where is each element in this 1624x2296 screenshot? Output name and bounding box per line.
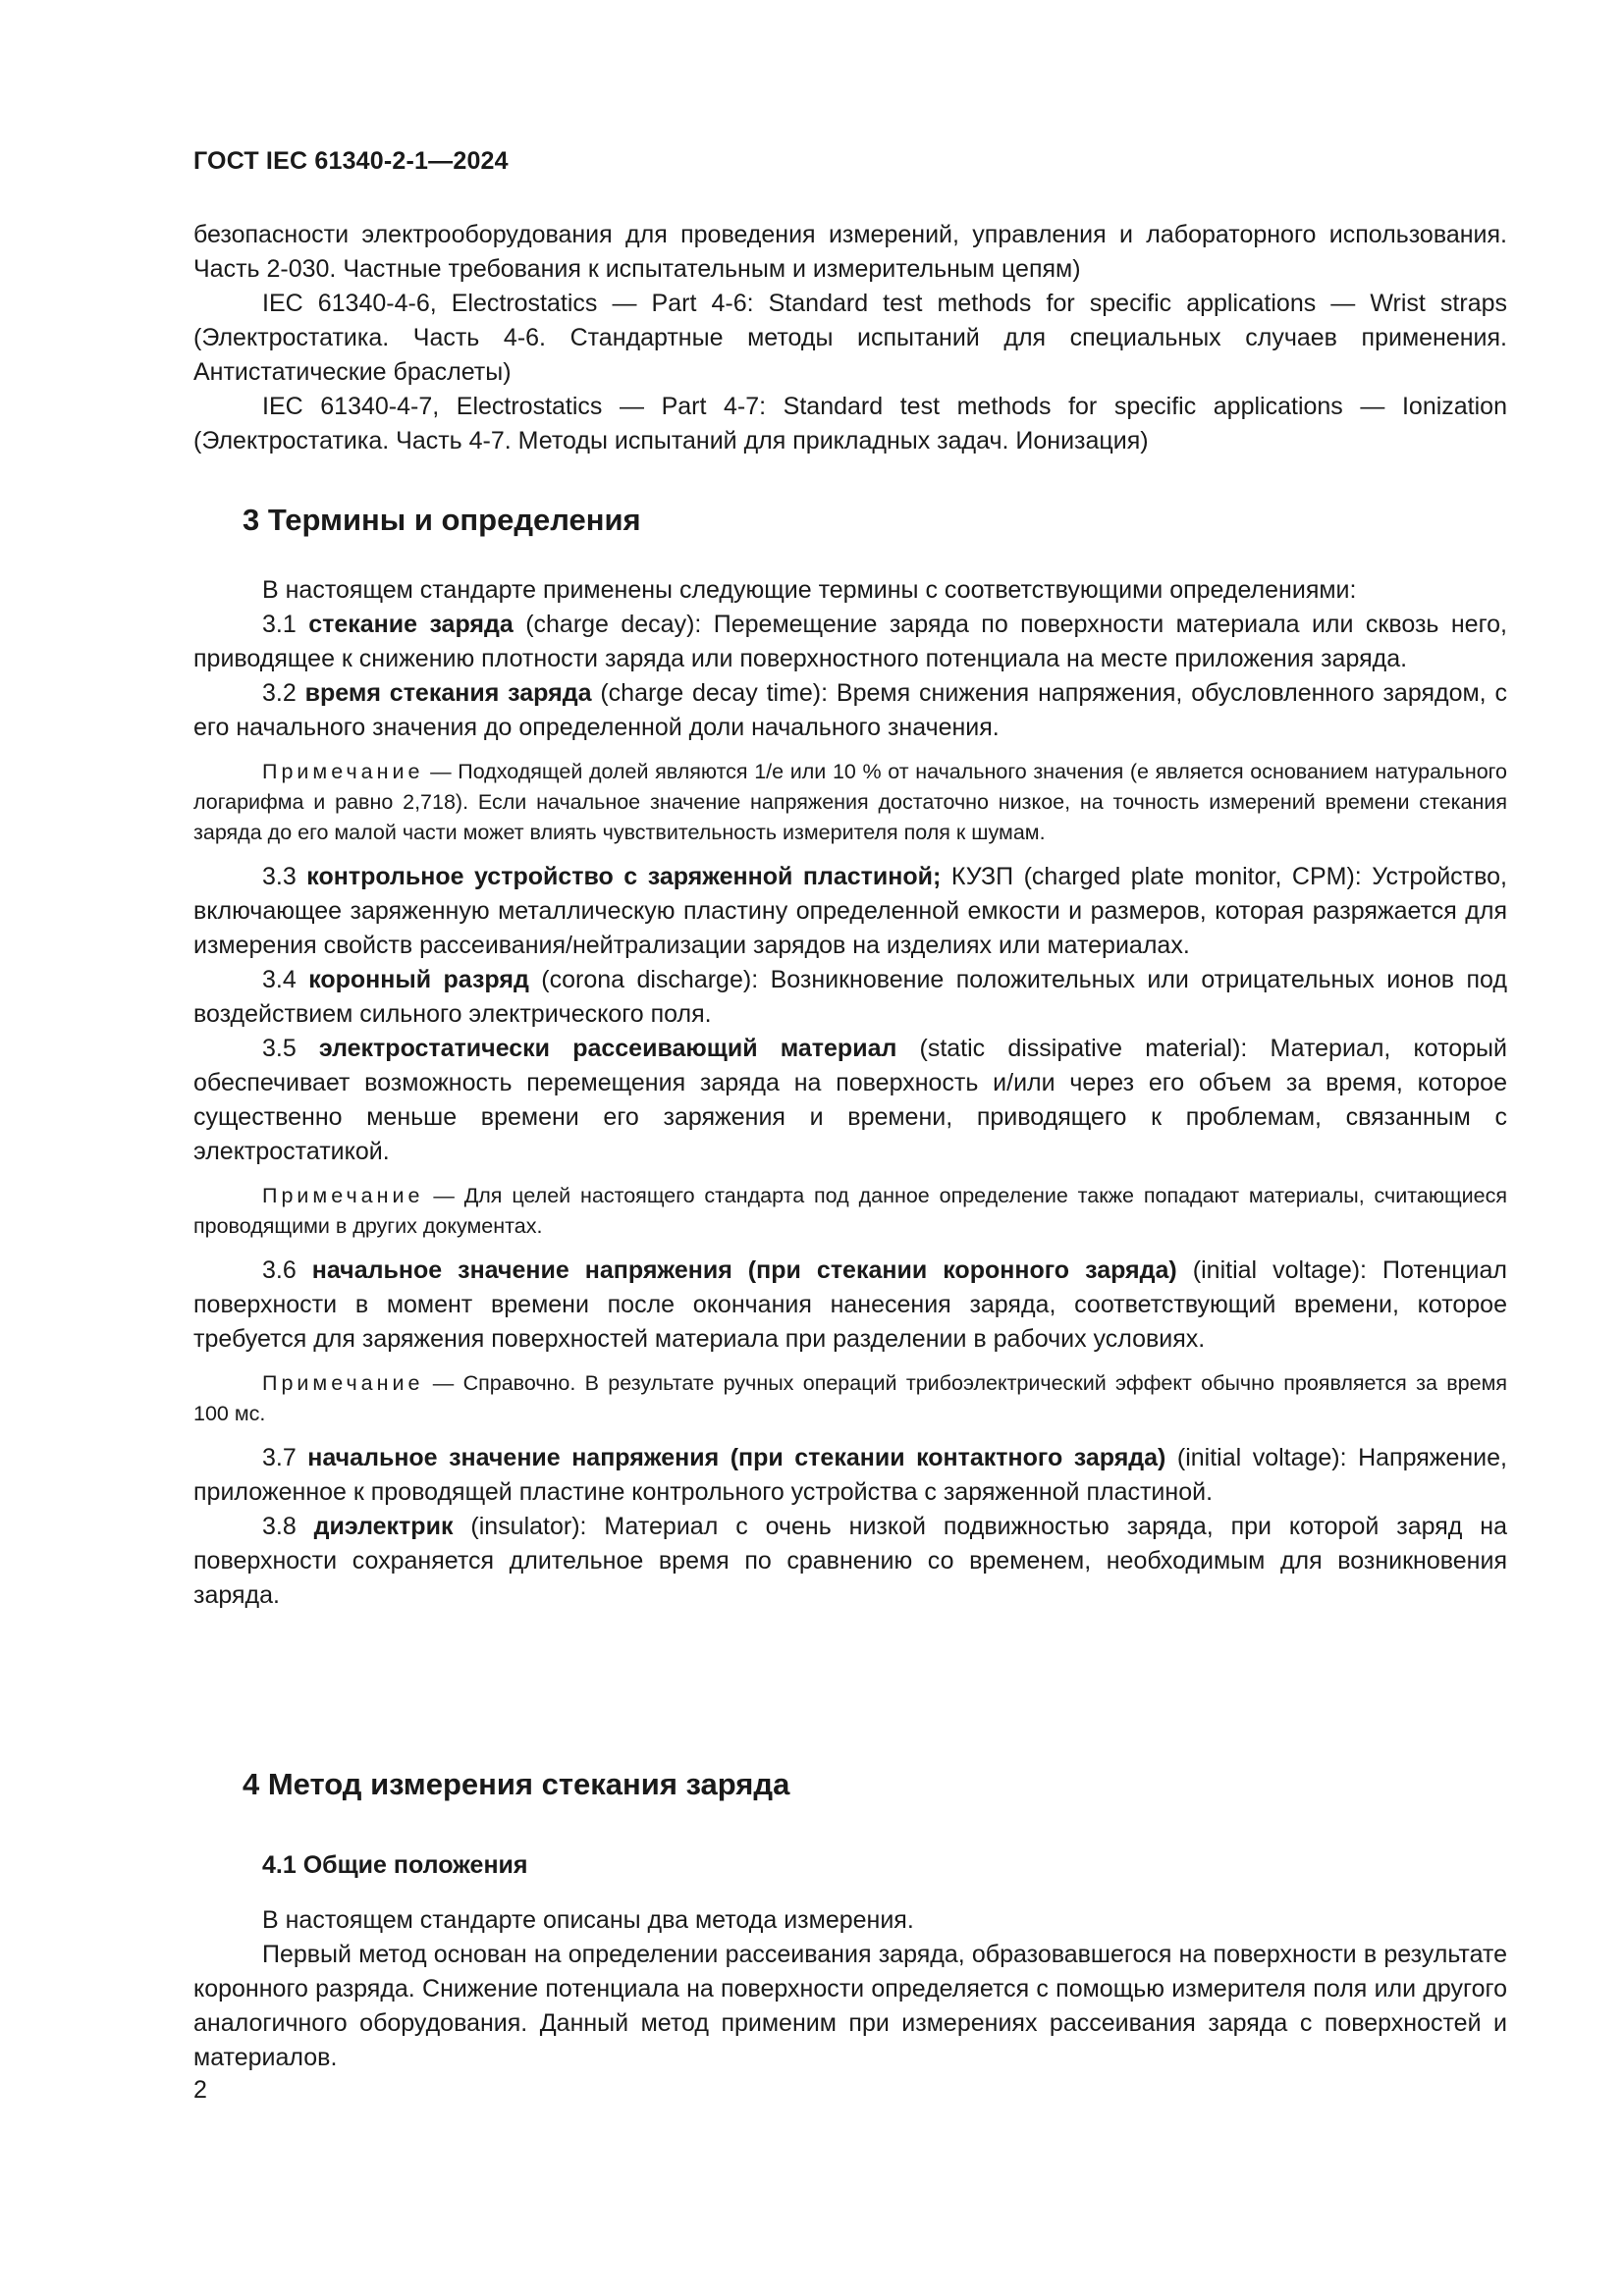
- note-text: — Подходящей долей являются 1/e или 10 % от начального значения (e является основанием натурального логарифма и равно 2,718). Если начальное значение напряжения достаточно низкое, на точность измерений времени стекания заряда до его малой части может влиять чувствительность измерителя поля к шумам.: [193, 760, 1507, 844]
- term-number: 3.6: [262, 1256, 312, 1284]
- term-definition: (charge decay): Перемещение заряда по поверхности материала или сквозь него, приводящее к снижению плотности заряда или поверхностного потенциала на месте приложения заряда.: [193, 611, 1508, 672]
- term-number: 3.7: [262, 1444, 308, 1471]
- term-3-6: [193, 1254, 1507, 1357]
- term-number: 3.4: [262, 966, 309, 993]
- reference-iec-61340-4-6: IEC 61340-4-6, Electrostatics — Part 4-6: Standard test methods for specific applications — Wrist straps (Электростатика. Часть 4-6. Стандартные методы испытаний для специальных случаев применения. Антистатические браслеты): [193, 290, 1507, 386]
- term-number: 3.3: [262, 863, 307, 890]
- section-4-heading: 4 Метод измерения стекания заряда: [243, 1767, 790, 1801]
- term-3-8: [193, 1510, 1507, 1613]
- note-text: — Справочно. В результате ручных операций трибоэлектрический эффект обычно проявляется за время 100 мс.: [193, 1371, 1507, 1425]
- term-name: коронный разряд: [308, 966, 529, 993]
- term-number: 3.1: [262, 611, 309, 638]
- section-3-intro: В настоящем стандарте применены следующие термины с соответствующими определениями:: [262, 576, 1357, 604]
- term-name: контрольное устройство с заряженной пластиной;: [306, 863, 942, 890]
- term-name: электростатически рассеивающий материал: [318, 1035, 897, 1062]
- term-definition: КУЗП (charged plate monitor, CPM): Устройство, включающее заряженную металлическую пластину определенной емкости и размеров, которая разряжается для измерения свойств рассеивания/нейтрализации зарядов на изделиях или материалах.: [193, 863, 1507, 959]
- term-name: стекание заряда: [308, 611, 514, 638]
- section-4-paragraph-2: Первый метод основан на определении рассеивания заряда, образовавшегося на поверхности в результате коронного разряда. Снижение потенциала на поверхности определяется с помощью измерителя поля или другого аналогичного оборудования. Данный метод применим при измерениях рассеивания заряда с поверхностей и материалов.: [193, 1941, 1507, 2071]
- term-3-1: [193, 608, 1507, 676]
- page-number: 2: [193, 2076, 207, 2104]
- subsection-4-1-heading: 4.1 Общие положения: [262, 1851, 528, 1879]
- term-name: время стекания заряда: [304, 679, 592, 707]
- reference-iec-61340-4-7: IEC 61340-4-7, Electrostatics — Part 4-7: Standard test methods for specific applications — Ionization (Электростатика. Часть 4-7. Методы испытаний для прикладных задач. Ионизация): [193, 393, 1507, 454]
- section-4-paragraph-1: В настоящем стандарте описаны два метода измерения.: [262, 1906, 914, 1934]
- term-3-3: [193, 860, 1507, 963]
- term-name: начальное значение напряжения (при стекании контактного заряда): [307, 1444, 1166, 1471]
- term-3-5: [193, 1032, 1507, 1169]
- term-number: 3.2: [262, 679, 305, 707]
- term-definition: (initial voltage): Потенциал поверхности в момент времени после окончания нанесения заряда, соответствующий времени, которое требуется для заряжения поверхностей материала при разделении в рабочих условиях.: [193, 1256, 1508, 1353]
- term-3-2: [193, 676, 1507, 745]
- references-block: [193, 218, 1507, 458]
- term-definition: (charge decay time): Время снижения напряжения, обусловленного зарядом, с его начального значения до определенной доли начального значения.: [193, 679, 1507, 741]
- note-label: Примечание: [262, 1371, 424, 1395]
- term-name: начальное значение напряжения (при стекании коронного заряда): [311, 1256, 1177, 1284]
- term-definition: (corona discharge): Возникновение положительных или отрицательных ионов под воздействием сильного электрического поля.: [193, 966, 1508, 1028]
- note-1: [193, 757, 1507, 848]
- term-number: 3.5: [262, 1035, 319, 1062]
- reference-continuation: безопасности электрооборудования для проведения измерений, управления и лабораторного использования. Часть 2-030. Частные требования к испытательным и измерительным цепям): [193, 221, 1507, 283]
- term-number: 3.8: [262, 1513, 314, 1540]
- term-3-7: [193, 1441, 1507, 1510]
- note-label: Примечание: [262, 760, 424, 783]
- section-3-heading: 3 Термины и определения: [243, 503, 641, 537]
- term-definition: (initial voltage): Напряжение, приложенное к проводящей пластине контрольного устройства с заряженной пластиной.: [193, 1444, 1507, 1506]
- note-label: Примечание: [262, 1184, 424, 1207]
- note-2: [193, 1181, 1507, 1242]
- term-name: диэлектрик: [313, 1513, 454, 1540]
- section-3: [193, 503, 1507, 1613]
- document-header: ГОСТ IEC 61340-2-1—2024: [193, 147, 509, 175]
- note-3: [193, 1368, 1507, 1429]
- term-definition: (static dissipative material): Материал, который обеспечивает возможность перемещения заряда на поверхность и/или через его объем за время, которое существенно меньше времени его заряжения и времени, приводящего к проблемам, связанным с электростатикой.: [193, 1035, 1507, 1165]
- note-text: — Для целей настоящего стандарта под данное определение также попадают материалы, считающиеся проводящими в других документах.: [193, 1184, 1507, 1238]
- section-4: [193, 1767, 1507, 2075]
- term-3-4: [193, 963, 1507, 1032]
- term-definition: (insulator): Материал с очень низкой подвижностью заряда, при которой заряд на поверхности сохраняется длительное время по сравнению со временем, необходимым для возникновения заряда.: [193, 1513, 1507, 1609]
